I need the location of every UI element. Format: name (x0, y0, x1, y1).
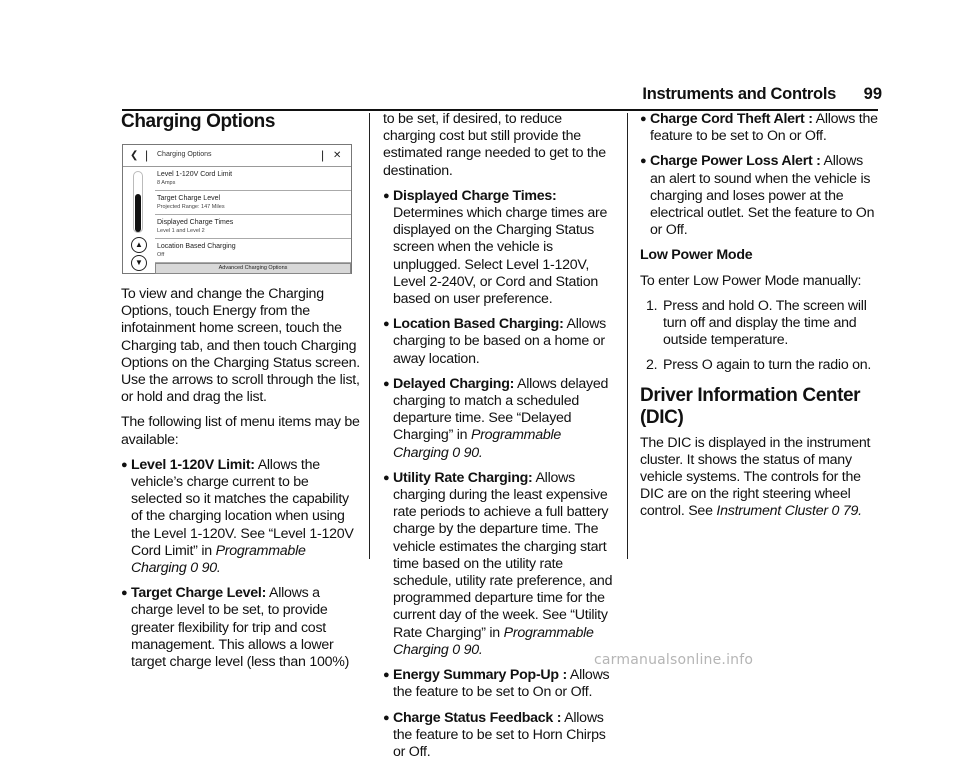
list-item (383, 376, 615, 462)
column-1-body (121, 286, 361, 679)
item-label: Displayed Charge Times: (393, 187, 557, 204)
page-number: 99 (863, 85, 882, 103)
paragraph: To view and change the Charging Options, touch Energy from the infotainment home screen, touch the Charging tab, and then touch Charging Options on the Charging Status screen. Use the arrows to scroll through the list, or hold and drag the list. (121, 286, 360, 406)
bullet-icon: ● (383, 471, 390, 484)
item-label: Level 1-120V Limit: (131, 456, 255, 473)
list-item (383, 667, 615, 701)
bullet-icon: ● (383, 711, 390, 724)
figure-row (155, 239, 351, 263)
scroll-up-icon: ▲ (131, 237, 147, 253)
item-text: Allows charging during the least expensive rate periods to achieve a full battery charge by the departure time. The vehicle estimates the charging start time based on the utility rate schedule, utility rate preference, and programmed departure time for the current day of the week. See “Utility Rate Charging” in (393, 469, 613, 641)
list-item (640, 111, 880, 145)
page-reference: 0 79. (827, 503, 862, 520)
bullet-icon: ● (640, 113, 647, 125)
bullet-icon: ● (383, 669, 390, 682)
figure-row-subtitle: Level 1 and Level 2 (157, 228, 205, 234)
running-header (642, 85, 882, 107)
watermark: carmanualsonline.info (594, 652, 754, 668)
bullet-icon: ● (383, 189, 390, 202)
figure-row-title: Location Based Charging (157, 243, 236, 250)
cross-reference-link[interactable]: Programmable Charging (393, 624, 594, 658)
page-reference: 0 90. (448, 641, 483, 658)
numbered-step (640, 357, 880, 374)
item-text: Allows the vehicle’s charge current to be selected so it matches the capability of the charging location when using the Level 1-120V. See “Level 1-120V Cord Limit” in (131, 456, 354, 559)
list-item (640, 153, 880, 239)
item-label: Utility Rate Charging: (393, 469, 533, 486)
item-text: Allows an alert to sound when the vehicle is charging and loses power at the electrical outlet. Set the feature to On or Off. (650, 153, 875, 239)
figure-row (155, 191, 351, 215)
cross-reference-link[interactable]: Programmable Charging (131, 542, 306, 577)
figure-row (155, 167, 351, 191)
figure-title: Charging Options (157, 151, 212, 158)
column-3 (640, 111, 880, 529)
figure-row-subtitle: Projected Range: 147 Miles (157, 204, 225, 210)
bullet-icon: ● (383, 377, 390, 390)
figure-row (155, 215, 351, 239)
step-text: Press O again to turn the radio on. (663, 357, 872, 374)
column-divider (369, 113, 370, 249)
list-item (121, 585, 361, 671)
item-label: Charge Cord Theft Alert : (650, 111, 813, 127)
step-text: Press and hold O. The screen will turn off and display the time and outside temperature. (663, 297, 867, 349)
figure-row-subtitle: 8 Amps (157, 180, 176, 186)
divider-icon: | (321, 148, 325, 162)
section-heading: Driver Information Center (DIC) (640, 384, 861, 428)
item-text: Allows delayed charging to match a scheduled departure time. See “Delayed Charging” in (393, 375, 609, 444)
figure-row-title: Target Charge Level (157, 195, 221, 202)
list-item (383, 710, 615, 762)
item-label: Target Charge Level: (131, 585, 267, 602)
page-reference: 0 90. (448, 444, 483, 461)
page-reference: 0 90. (186, 560, 221, 577)
cross-reference-link[interactable]: Programmable Charging (393, 427, 562, 461)
scroll-down-icon: ▼ (131, 255, 147, 271)
divider-icon: | (145, 148, 149, 162)
back-arrow-icon: ❮ (130, 150, 139, 161)
figure-row-title: Displayed Charge Times (157, 219, 234, 226)
item-label: Energy Summary Pop-Up : (393, 667, 567, 684)
subheading: Low Power Mode (640, 247, 753, 264)
column-divider (627, 113, 628, 559)
close-icon: ✕ (333, 150, 342, 161)
item-text: Allows a charge level to be set, to provide greater flexibility for trip and cost management. This allows a lower target charge level (less than 100%) (131, 585, 350, 671)
list-item (383, 188, 615, 308)
paragraph: To enter Low Power Mode manually: (640, 272, 862, 289)
figure-row-title: Level 1-120V Cord Limit (157, 171, 233, 178)
paragraph: The following list of menu items may be available: (121, 414, 360, 448)
column-2 (383, 111, 615, 769)
header-title: Instruments and Controls (642, 85, 836, 103)
step-number: 1. (646, 297, 658, 314)
bullet-icon: ● (121, 458, 128, 471)
item-label: Location Based Charging: (393, 316, 564, 333)
bullet-icon: ● (383, 318, 390, 331)
bullet-icon: ● (121, 587, 128, 600)
item-text: Allows charging to be based on a home or away location. (393, 316, 606, 367)
item-text: Allows the feature to be set to On or Off. (393, 667, 610, 701)
list-item (121, 457, 361, 577)
step-number: 2. (646, 357, 658, 374)
item-label: Charge Power Loss Alert : (650, 153, 821, 170)
numbered-step (640, 298, 880, 350)
item-label: Charge Status Feedback : (393, 709, 562, 726)
scrollbar-thumb (135, 194, 141, 232)
item-text: Determines which charge times are displayed on the Charging Status screen when the vehicle is unplugged. Select Level 1-120V, Level 2-240V, or Cord and Station based on user preference. (393, 205, 608, 308)
list-item (383, 316, 615, 368)
paragraph-text: The DIC is displayed in the instrument cluster. It shows the status of many vehicle systems. The controls for the DIC are on the right steering wheel control. See (640, 434, 871, 520)
item-text: Allows the feature to be set to On or Off. (650, 111, 878, 145)
column-1 (121, 111, 361, 133)
cross-reference-link[interactable]: Instrument Cluster (716, 503, 828, 520)
paragraph: to be set, if desired, to reduce charging cost but still provide the estimated range needed to get to the destination. (383, 111, 606, 179)
figure-row-subtitle: Off (157, 252, 165, 258)
paragraph (640, 435, 880, 521)
charging-options-screenshot (122, 144, 352, 274)
advanced-charging-options-button: Advanced Charging Options (155, 263, 351, 274)
column-divider (369, 249, 370, 559)
figure-title-bar (123, 145, 351, 167)
item-label: Delayed Charging: (393, 375, 515, 392)
scrollbar-track (133, 171, 143, 233)
item-text: Allows the feature to be set to Horn Chirps or Off. (393, 709, 606, 760)
bullet-icon: ● (640, 155, 647, 168)
section-heading: Charging Options (121, 111, 276, 132)
list-item (383, 470, 615, 659)
